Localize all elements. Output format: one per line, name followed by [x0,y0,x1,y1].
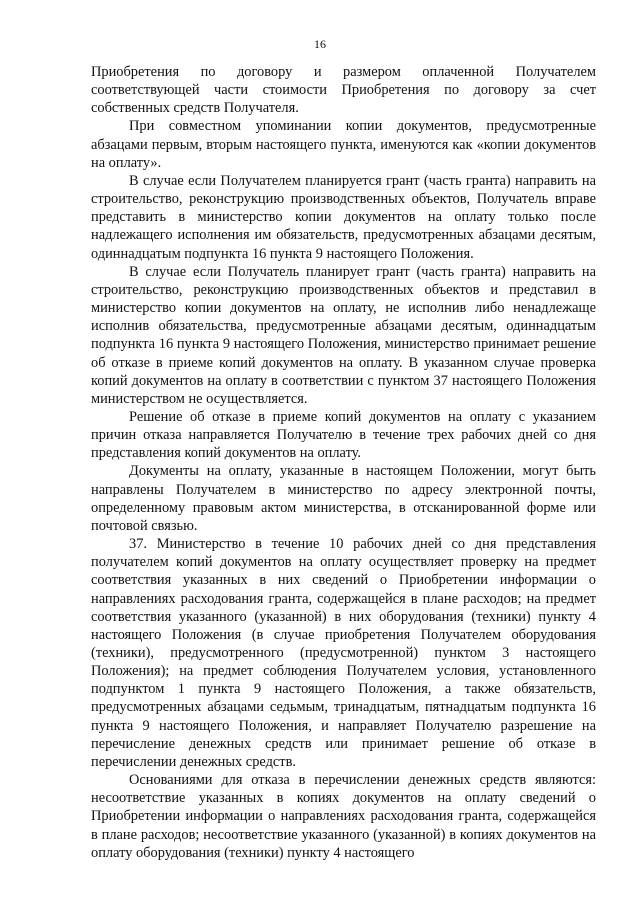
paragraph-7: 37. Министерство в течение 10 рабочих дней со дня представления получателем копий документов на оплату осуществляет проверку на предмет соответствия указанных в них сведений о Приобретении информации о направлениях расходования гранта, содержащейся в плане расходов; на предмет соответствия указанного (указанной) в них оборудования (техники) пункту 4 настоящего Положения (в случае приобретения Получателем оборудования (техники), предусмотренного (предусмотренной) пунктом 3 настоящего Положения); на предмет соблюдения Получателем условия, установленного подпунктом 1 пункта 9 настоящего Положения, а также обязательств, предусмотренных абзацами седьмым, тринадцатым, пятнадцатым подпункта 16 пункта 9 настоящего Положения, и направляет Получателю разрешение на перечисление денежных средств или принимает решение об отказе в перечислении денежных средств. [91,536,596,770]
page-number: 16 [314,37,326,51]
paragraph-3: В случае если Получателем планируется грант (часть гранта) направить на строительство, реконструкцию производственных объектов, Получатель вправе представить в министерство копии документов на оплату только после надлежащего исполнения им обязательств, предусмотренных абзацами десятым, одиннадцатым подпункта 16 пункта 9 настоящего Положения. [91,172,596,262]
paragraph-4: В случае если Получатель планирует грант (часть гранта) направить на строительство, реконструкцию производственных объектов и представил в министерство копии документов на оплату, не исполнив либо ненадлежаще исполнив обязательства, предусмотренные абзацами десятым, одиннадцатым подпункта 16 пункта 9 настоящего Положения, министерство принимает решение об отказе в приеме копий документов на оплату. В указанном случае проверка копий документов на оплату в соответствии с пунктом 37 настоящего Положения министерством не осуществляется. [91,263,596,407]
paragraph-8: Основаниями для отказа в перечислении денежных средств являются: несоответствие указанных в копиях документов на оплату сведений о Приобретении информации о направлениях расходования гранта, содержащейся в плане расходов; несоответствие указанного (указанной) в копиях документов на оплату оборудования (техники) пункту 4 настоящего [91,772,596,861]
document-body [91,63,596,862]
paragraph-1: Приобретения по договору и размером оплаченной Получателем соответствующей части стоимости Приобретения по договору за счет собственных средств Получателя. [91,64,596,117]
paragraph-5: Решение об отказе в приеме копий документов на оплату с указанием причин отказа направляется Получателю в течение трех рабочих дней со дня представления копий документов на оплату. [91,408,596,462]
paragraph-6: Документы на оплату, указанные в настоящем Положении, могут быть направлены Получателем в министерство по адресу электронной почты, определенному правовым актом министерства, в отсканированной форме или почтовой связью. [91,463,596,534]
paragraph-2: При совместном упоминании копии документов, предусмотренные абзацами первым, вторым настоящего пункта, именуются как «копии документов на оплату». [91,118,596,171]
